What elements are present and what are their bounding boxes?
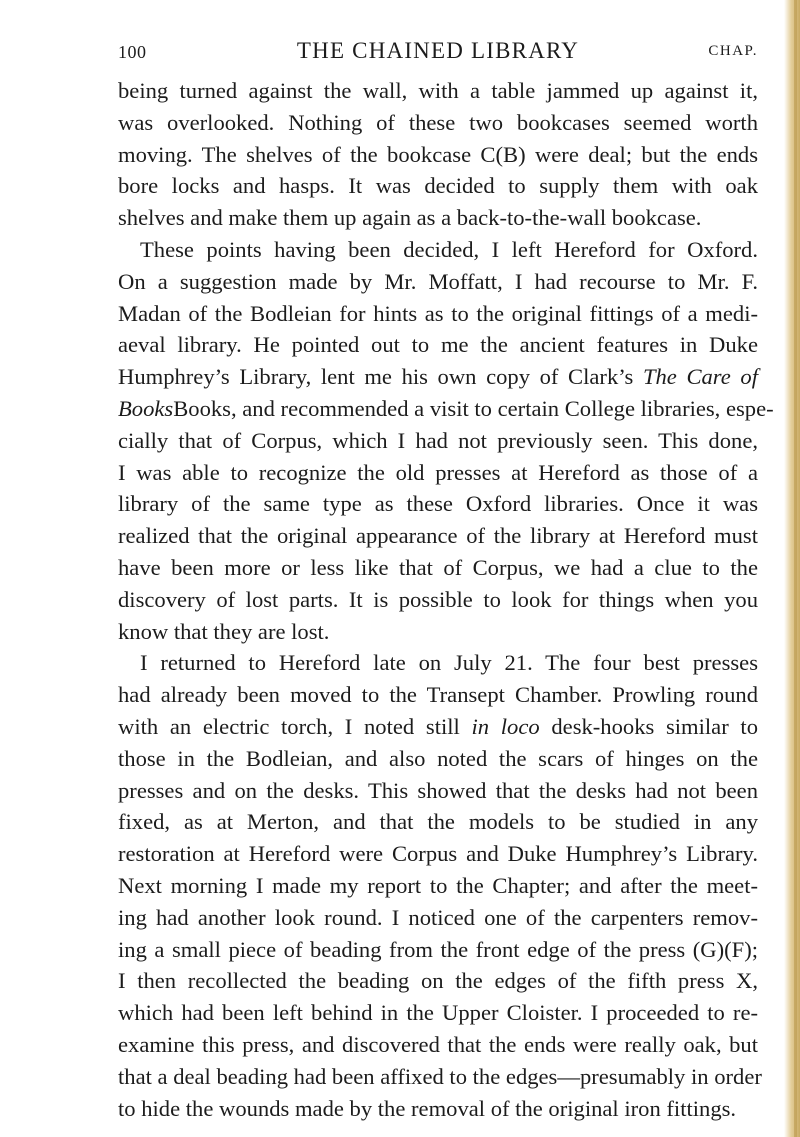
text-line: realized that the original appearance of the library at Hereford must <box>118 523 758 549</box>
text-line: to hide the wounds made by the removal of the original iron fittings. <box>118 1095 737 1121</box>
book-title-italic: The Care of <box>642 364 758 390</box>
text-line: have been more or less like that of Corpus, we had a clue to the <box>118 554 758 580</box>
text-line: Madan of the Bodleian for hints as to the original fittings of a medi- <box>118 300 758 326</box>
text-line: examine this press, and discovered that the ends were really oak, but <box>118 1031 758 1057</box>
text-line: ing had another look round. I noticed one of the carpenters remov- <box>118 904 758 930</box>
text-line <box>118 711 758 743</box>
text-line: discovery of lost parts. It is possible to look for things when you <box>118 586 758 612</box>
chapter-mark: CHAP. <box>708 43 758 59</box>
text-line: aeval library. He pointed out to me the ancient features in Duke <box>118 332 758 358</box>
text-line: presses and on the desks. This showed that the desks had not been <box>118 777 758 803</box>
latin-phrase-italic: in loco <box>471 713 540 739</box>
text-line: ing a small piece of beading from the front edge of the press (G)(F); <box>118 936 758 962</box>
page-number: 100 <box>118 42 147 62</box>
body-text <box>118 75 774 1124</box>
text-line: library of the same type as these Oxford libraries. Once it was <box>118 491 758 517</box>
page-edge-line <box>794 0 797 1137</box>
page-edge-shadow <box>784 0 800 1137</box>
text-segment: with an electric torch, I noted still <box>118 713 472 739</box>
text-line: restoration at Hereford were Corpus and Duke Humphrey’s Library. <box>118 841 758 867</box>
text-segment: Humphrey’s Library, lent me his own copy of Clark’s <box>118 364 643 390</box>
text-line: bore locks and hasps. It was decided to supply them with oak <box>118 173 758 199</box>
text-line: had already been moved to the Transept Chamber. Prowling round <box>118 682 758 708</box>
text-line: was overlooked. Nothing of these two bookcases seemed worth <box>118 109 758 135</box>
text-line: These points having been decided, I left Hereford for Oxford. <box>140 236 758 262</box>
text-segment: Books, and recommended a visit to certain College libraries, espe- <box>173 395 774 421</box>
book-title-italic: Books <box>118 395 174 421</box>
text-line: those in the Bodleian, and also noted the scars of hinges on the <box>118 745 758 771</box>
text-segment: desk-hooks similar to <box>539 713 758 739</box>
running-head <box>118 38 758 68</box>
text-line: which had been left behind in the Upper Cloister. I proceeded to re- <box>118 1000 758 1026</box>
text-line: moving. The shelves of the bookcase C(B) were deal; but the ends <box>118 141 758 167</box>
text-line: Next morning I made my report to the Chapter; and after the meet- <box>118 872 758 898</box>
text-line: I was able to recognize the old presses at Hereford as those of a <box>118 459 758 485</box>
text-line: On a suggestion made by Mr. Moffatt, I had recourse to Mr. F. <box>118 268 758 294</box>
text-line: that a deal beading had been affixed to the edges—presumably in order <box>118 1063 762 1089</box>
text-line: being turned against the wall, with a table jammed up against it, <box>118 78 758 103</box>
text-line <box>118 361 758 393</box>
text-line: I then recollected the beading on the edges of the fifth press X, <box>118 968 758 994</box>
text-line: cially that of Corpus, which I had not previously seen. This done, <box>118 427 758 453</box>
text-line: fixed, as at Merton, and that the models to be studied in any <box>118 809 758 835</box>
text-line <box>118 393 774 425</box>
text-line: I returned to Hereford late on July 21. The four best presses <box>140 650 758 676</box>
text-line: know that they are lost. <box>118 618 330 644</box>
text-line: shelves and make them up again as a back-to-the-wall bookcase. <box>118 205 702 231</box>
running-title: THE CHAINED LIBRARY <box>296 38 580 63</box>
